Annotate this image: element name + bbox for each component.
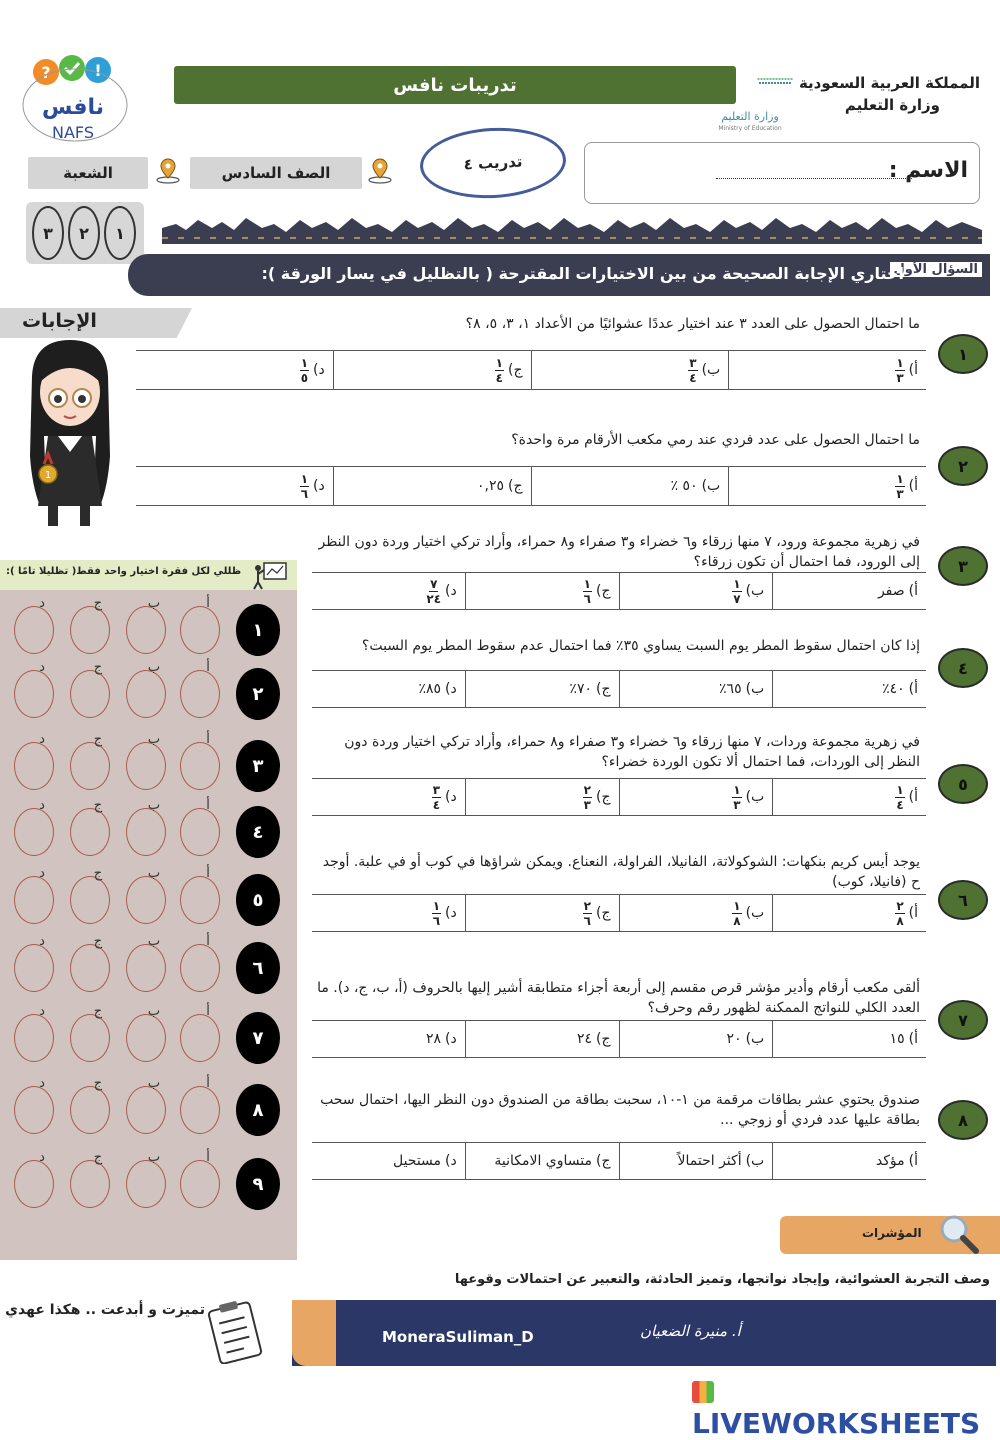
answer-row-number: ٣ (236, 740, 280, 792)
answer-bubble[interactable] (180, 944, 220, 992)
answer-bubble[interactable] (14, 670, 54, 718)
option-cell[interactable] (333, 351, 531, 389)
option-cell[interactable] (772, 895, 926, 931)
answer-row-number: ٥ (236, 874, 280, 926)
answer-letter: أ (206, 1150, 210, 1165)
answer-letter: ج (93, 596, 103, 611)
answer-bubble[interactable] (126, 876, 166, 924)
answer-bubble[interactable] (126, 742, 166, 790)
footer-username: MoneraSuliman_D (382, 1328, 534, 1346)
question-number-badge: ١ (938, 334, 988, 374)
fraction-numerator: ٢ (583, 898, 591, 913)
section-option-1[interactable]: ١ (104, 206, 136, 260)
magnifier-icon (936, 1212, 982, 1256)
answer-bubble[interactable] (180, 1014, 220, 1062)
answer-row-number: ١ (236, 604, 280, 656)
fraction-denominator: ٦ (300, 486, 309, 501)
option-cell[interactable] (465, 779, 619, 815)
answer-letter: ج (93, 1076, 103, 1091)
option-cell[interactable] (465, 895, 619, 931)
option-cell[interactable] (465, 671, 619, 707)
question-text: في زهرية مجموعة ورود، ٧ منها زرقاء و٦ خضراء و٣ صفراء و٨ حمراء، وأراد تركي اختيار وردة دون النظر إلى الورود، فما احتمال أن تكون زرقاء؟ (318, 534, 920, 570)
answer-bubble[interactable] (14, 1086, 54, 1134)
answer-letter: ب (147, 732, 161, 747)
answer-letter: أ (206, 866, 210, 881)
answer-bubble[interactable] (14, 1160, 54, 1208)
option-prefix: أ) (908, 362, 918, 378)
fraction-denominator: ٣ (583, 797, 591, 812)
option-fraction (895, 900, 904, 927)
answer-bubble[interactable] (70, 606, 110, 654)
option-fraction (300, 473, 309, 500)
option-cell[interactable] (312, 573, 465, 609)
section-option-2[interactable]: ٢ (68, 206, 100, 260)
option-cell[interactable] (136, 467, 333, 505)
answer-bubble[interactable] (14, 1014, 54, 1062)
answer-letter: ج (93, 866, 103, 881)
answer-letter: ب (147, 660, 161, 675)
option-prefix: أ) (908, 789, 918, 805)
option-cell[interactable] (465, 1143, 619, 1179)
option-cell[interactable] (312, 671, 465, 707)
option-value: متساوي الامكانية (494, 1153, 592, 1169)
fraction-denominator: ٤ (495, 370, 503, 385)
moe-logo-en: Ministry of Education (718, 125, 782, 132)
fraction-numerator: ١ (300, 471, 309, 486)
options-row (136, 466, 926, 506)
girl-illustration (14, 336, 126, 530)
answer-letter: د (39, 596, 45, 611)
option-cell[interactable] (772, 779, 926, 815)
option-prefix: د) (445, 1031, 457, 1047)
option-fraction (732, 900, 741, 927)
option-prefix: ج) (508, 362, 523, 378)
answer-bubble[interactable] (14, 944, 54, 992)
option-value: صفر (877, 583, 905, 599)
fraction-numerator: ٣ (432, 782, 441, 797)
answer-letter: د (39, 798, 45, 813)
option-fraction (688, 357, 697, 384)
option-prefix: ب) (745, 789, 765, 805)
fraction-denominator: ٨ (896, 913, 904, 928)
liveworksheets-icon (692, 1381, 714, 1403)
clipboard-icon (204, 1298, 266, 1364)
fraction-numerator: ١ (896, 355, 904, 370)
fraction-denominator: ٧ (733, 591, 741, 606)
option-cell[interactable] (136, 351, 333, 389)
option-prefix: ج) (596, 583, 611, 599)
question-number-badge: ٨ (938, 1100, 988, 1140)
liveworksheets-logo (692, 1374, 1000, 1440)
answer-bubble[interactable] (126, 944, 166, 992)
option-cell[interactable] (312, 1021, 465, 1057)
training-label: تدريب ٤ (418, 124, 567, 202)
option-fraction (495, 357, 504, 384)
option-prefix: ب) (745, 583, 765, 599)
option-cell[interactable] (619, 1021, 773, 1057)
answer-bubble[interactable] (14, 606, 54, 654)
option-cell[interactable] (772, 573, 926, 609)
option-prefix: ب) (745, 1031, 765, 1047)
option-prefix: أ) (908, 1031, 918, 1047)
fraction-numerator: ١ (432, 898, 441, 913)
answer-bubble[interactable] (126, 670, 166, 718)
fraction-denominator: ٦ (583, 591, 591, 606)
option-fraction (426, 578, 441, 605)
option-cell[interactable] (772, 1143, 926, 1179)
fraction-numerator: ٢ (896, 898, 904, 913)
option-prefix: د) (445, 1153, 457, 1169)
option-prefix: د) (313, 478, 325, 494)
section-box: الشعبة (28, 157, 148, 189)
option-value: ٤٠٪ (882, 681, 905, 697)
answer-letter: أ (206, 1004, 210, 1019)
option-value: ٦٥٪ (719, 681, 742, 697)
option-prefix: ج) (596, 905, 611, 921)
nafs-en-text: NAFS (52, 123, 94, 142)
option-cell[interactable] (531, 467, 729, 505)
answer-bubble[interactable] (70, 1160, 110, 1208)
fraction-numerator: ٣ (689, 355, 697, 370)
option-value: ٧٠٪ (569, 681, 592, 697)
answer-row-number: ٧ (236, 1012, 280, 1064)
option-value: ١٥ (889, 1031, 905, 1047)
svg-text:?: ? (41, 63, 51, 82)
question-instruction: اختاري الإجابة الصحيحة من بين الاختيارات المقترحة ( بالتظليل في يسار الورقة ): (261, 264, 904, 283)
answer-sheet-instruction: ظللي لكل فقرة اختيار واحد فقط( تظليلا تامًا ): (6, 566, 242, 577)
footer-teacher: أ. منيرة الضعيان (640, 1322, 741, 1340)
option-fraction (895, 784, 904, 811)
option-prefix: أ) (908, 583, 918, 599)
answer-bubble[interactable] (126, 1086, 166, 1134)
answer-letter: ب (147, 1076, 161, 1091)
option-prefix: ب) (745, 905, 765, 921)
name-label: الاسم : (888, 158, 968, 183)
answer-row-number: ٦ (236, 942, 280, 994)
option-prefix: د) (445, 681, 457, 697)
question-text: ألقى مكعب أرقام وأدير مؤشر قرص مقسم إلى أربعة أجزاء متطابقة أشير إليها بالحروف (أ، ب، ج، د). ما العدد الكلي للنواتج الممكنة لظهور رقم وحرف؟ (317, 980, 920, 1016)
option-cell[interactable] (619, 1143, 773, 1179)
answer-letter: أ (206, 660, 210, 675)
option-cell[interactable] (312, 895, 465, 931)
indicators-label: المؤشرات (862, 1226, 922, 1240)
option-prefix: أ) (908, 905, 918, 921)
answer-bubble[interactable] (180, 1160, 220, 1208)
answer-bubble[interactable] (70, 1086, 110, 1134)
svg-text:!: ! (94, 61, 102, 80)
fraction-numerator: ٧ (430, 576, 438, 591)
options-row (312, 1020, 926, 1058)
options-row (312, 572, 926, 610)
moe-logo-text: وزارة التعليم (721, 110, 779, 123)
option-prefix: د) (445, 789, 457, 805)
option-value: مؤكد (875, 1153, 905, 1169)
option-value: ٨٥٪ (418, 681, 442, 697)
answer-bubble[interactable] (180, 876, 220, 924)
question-number-badge: ٧ (938, 1000, 988, 1040)
option-value: أكثر احتمالاً (677, 1153, 742, 1169)
fraction-denominator: ٤ (432, 797, 441, 812)
question-text: يوجد أيس كريم بنكهات: الشوكولاتة، الفانيلا، الفراولة، النعناع. ويمكن شراؤها في كوب أو في علبة. أوجد ح (فانيلا، كوب) (322, 854, 920, 890)
answer-letter: د (39, 660, 45, 675)
answer-row-number: ٩ (236, 1158, 280, 1210)
option-value: ٢٨ (426, 1031, 442, 1047)
option-prefix: د) (445, 583, 457, 599)
option-value: ٢٤ (576, 1031, 592, 1047)
answer-letter: أ (206, 798, 210, 813)
grade-box: الصف السادس (190, 157, 362, 189)
praise-text: تميزت و أبدعت .. هكذا عهدي (5, 1302, 205, 1318)
fraction-denominator: ٦ (583, 913, 591, 928)
option-fraction (732, 784, 741, 811)
fraction-denominator: ٣ (896, 486, 904, 501)
ministry-name: وزارة التعليم (844, 96, 940, 114)
answer-letter: أ (206, 732, 210, 747)
fraction-denominator: ٥ (300, 370, 309, 385)
answer-bubble[interactable] (70, 1014, 110, 1062)
answer-bubble[interactable] (180, 670, 220, 718)
option-cell[interactable] (333, 467, 531, 505)
option-prefix: ج) (596, 681, 611, 697)
answer-letter: ج (93, 1150, 103, 1165)
option-cell[interactable] (312, 1143, 465, 1179)
answer-bubble[interactable] (14, 876, 54, 924)
options-row (312, 1142, 926, 1180)
teacher-board-icon (250, 560, 290, 590)
options-row (312, 894, 926, 932)
option-prefix: د) (445, 905, 457, 921)
location-pin-icon (154, 155, 182, 185)
question-text: في زهرية مجموعة وردات، ٧ منها زرقاء و٦ خضراء و٣ صفراء و٨ حمراء، وأراد تركي اختيار وردة دون النظر إلى الوردات، فما احتمال ألا تكون الوردة خضراء؟ (344, 734, 920, 770)
option-cell[interactable] (728, 467, 926, 505)
fraction-numerator: ١ (896, 471, 904, 486)
fraction-numerator: ١ (300, 355, 309, 370)
answer-bubble[interactable] (70, 944, 110, 992)
answer-bubble[interactable] (70, 808, 110, 856)
question-number-badge: ٤ (938, 648, 988, 688)
answer-letter: د (39, 732, 45, 747)
options-row (136, 350, 926, 390)
question-number-badge: ٦ (938, 880, 988, 920)
answer-letter: ج (93, 732, 103, 747)
answer-letter: ب (147, 1004, 161, 1019)
nafs-ar-text: نافس (41, 95, 105, 120)
question-text: ما احتمال الحصول على العدد ٣ عند اختيار عددًا عشوائيًا من الأعداد ١، ٣، ٥، ٨؟ (465, 316, 920, 332)
decorative-skyline (162, 214, 982, 244)
option-prefix: ب) (701, 362, 721, 378)
question-text: إذا كان احتمال سقوط المطر يوم السبت يساوي ٣٥٪ فما احتمال عدم سقوط المطر يوم السبت؟ (361, 638, 920, 654)
answer-letter: د (39, 1004, 45, 1019)
answer-bubble[interactable] (126, 1014, 166, 1062)
option-cell[interactable] (728, 351, 926, 389)
fraction-denominator: ٤ (896, 797, 904, 812)
fraction-denominator: ٦ (432, 913, 441, 928)
option-cell[interactable] (619, 779, 773, 815)
option-prefix: أ) (908, 1153, 918, 1169)
svg-text:1: 1 (44, 470, 52, 481)
question-number-badge: ٥ (938, 764, 988, 804)
option-prefix: ج) (508, 478, 523, 494)
question-number-badge: ٢ (938, 446, 988, 486)
answer-bubble[interactable] (180, 742, 220, 790)
option-cell[interactable] (772, 671, 926, 707)
option-fraction (895, 473, 904, 500)
options-row (312, 778, 926, 816)
option-fraction (432, 784, 441, 811)
option-value: ٥٠ ٪ (670, 478, 698, 494)
answer-bubble[interactable] (14, 808, 54, 856)
page-title: تدريبات نافس (174, 66, 736, 104)
fraction-denominator: ٣ (896, 370, 904, 385)
indicators-description: وصف التجربة العشوائية، وإيجاد نواتجها، وتميز الحادثة، والتعبير عن احتمالات وقوعها (454, 1272, 990, 1287)
fraction-numerator: ١ (733, 576, 741, 591)
question-number-badge: ٣ (938, 546, 988, 586)
answer-row-number: ٤ (236, 806, 280, 858)
answer-letter: ب (147, 1150, 161, 1165)
answer-letter: د (39, 934, 45, 949)
option-fraction (583, 900, 592, 927)
kingdom-header (799, 72, 980, 116)
answer-bubble[interactable] (180, 606, 220, 654)
answer-bubble[interactable] (70, 742, 110, 790)
answer-letter: أ (206, 1076, 210, 1091)
answer-letter: ج (93, 798, 103, 813)
answer-letter: ب (147, 866, 161, 881)
option-fraction (895, 357, 904, 384)
answer-letter: د (39, 1076, 45, 1091)
option-cell[interactable] (619, 895, 773, 931)
nafs-logo (18, 50, 133, 145)
liveworksheets-text: LIVEWORKSHEETS (692, 1407, 981, 1440)
kingdom-name: المملكة العربية السعودية (798, 74, 980, 92)
option-cell[interactable] (531, 351, 729, 389)
fraction-denominator: ٨ (733, 913, 741, 928)
fraction-denominator: ٤ (689, 370, 697, 385)
option-fraction (583, 784, 592, 811)
fraction-numerator: ٢ (583, 782, 591, 797)
option-prefix: ج) (596, 789, 611, 805)
answer-letter: أ (206, 934, 210, 949)
answer-letter: ج (93, 1004, 103, 1019)
option-cell[interactable] (312, 779, 465, 815)
location-pin-icon (366, 155, 394, 185)
option-prefix: ج) (596, 1031, 611, 1047)
answer-row-number: ٢ (236, 668, 280, 720)
option-value: ٠,٢٥ (476, 478, 504, 494)
options-row (312, 670, 926, 708)
section-option-3[interactable]: ٣ (32, 206, 64, 260)
option-prefix: ب) (745, 1153, 765, 1169)
answer-bubble[interactable] (126, 808, 166, 856)
fraction-numerator: ١ (896, 782, 904, 797)
option-value: ٢٠ (726, 1031, 742, 1047)
option-fraction (432, 900, 441, 927)
option-prefix: ج) (596, 1153, 611, 1169)
option-cell[interactable] (619, 573, 773, 609)
name-field[interactable] (716, 178, 912, 179)
moe-logo (740, 74, 820, 104)
fraction-numerator: ١ (733, 782, 741, 797)
fraction-numerator: ١ (583, 576, 591, 591)
option-prefix: ب) (701, 478, 721, 494)
question-text: ما احتمال الحصول على عدد فردي عند رمي مكعب الأرقام مرة واحدة؟ (511, 432, 920, 448)
fraction-denominator: ٣ (733, 797, 741, 812)
answer-letter: د (39, 1150, 45, 1165)
option-cell[interactable] (465, 573, 619, 609)
option-prefix: ب) (745, 681, 765, 697)
option-cell[interactable] (772, 1021, 926, 1057)
answer-letter: ب (147, 798, 161, 813)
option-fraction (300, 357, 309, 384)
answer-bubble[interactable] (14, 742, 54, 790)
answer-bubble[interactable] (126, 606, 166, 654)
question-text: صندوق يحتوي عشر بطاقات مرقمة من ١-١٠، سحبت بطاقة من الصندوق دون النظر اليها، احتمال سحب بطاقة عليها عدد فردي أو زوجي ... (320, 1092, 920, 1128)
answer-letter: ب (147, 596, 161, 611)
option-prefix: أ) (908, 478, 918, 494)
fraction-denominator: ٢٤ (426, 591, 442, 606)
answer-bubble[interactable] (126, 1160, 166, 1208)
footer-accent (292, 1300, 336, 1366)
answer-bubble[interactable] (70, 670, 110, 718)
answer-bubble[interactable] (180, 808, 220, 856)
fraction-numerator: ١ (495, 355, 503, 370)
answer-letter: ب (147, 934, 161, 949)
answer-letter: د (39, 866, 45, 881)
fraction-numerator: ١ (733, 898, 741, 913)
option-prefix: د) (313, 362, 325, 378)
option-cell[interactable] (465, 1021, 619, 1057)
answer-letter: ج (93, 934, 103, 949)
question-label: السؤال الأول (890, 262, 982, 277)
option-value: مستحيل (392, 1153, 442, 1169)
answer-bubble[interactable] (180, 1086, 220, 1134)
answer-bubble[interactable] (70, 876, 110, 924)
answer-letter: أ (206, 596, 210, 611)
option-fraction (583, 578, 592, 605)
option-fraction (732, 578, 741, 605)
answers-title: الإجابات (22, 310, 97, 332)
answer-letter: ج (93, 660, 103, 675)
option-cell[interactable] (619, 671, 773, 707)
answer-row-number: ٨ (236, 1084, 280, 1136)
option-prefix: أ) (908, 681, 918, 697)
